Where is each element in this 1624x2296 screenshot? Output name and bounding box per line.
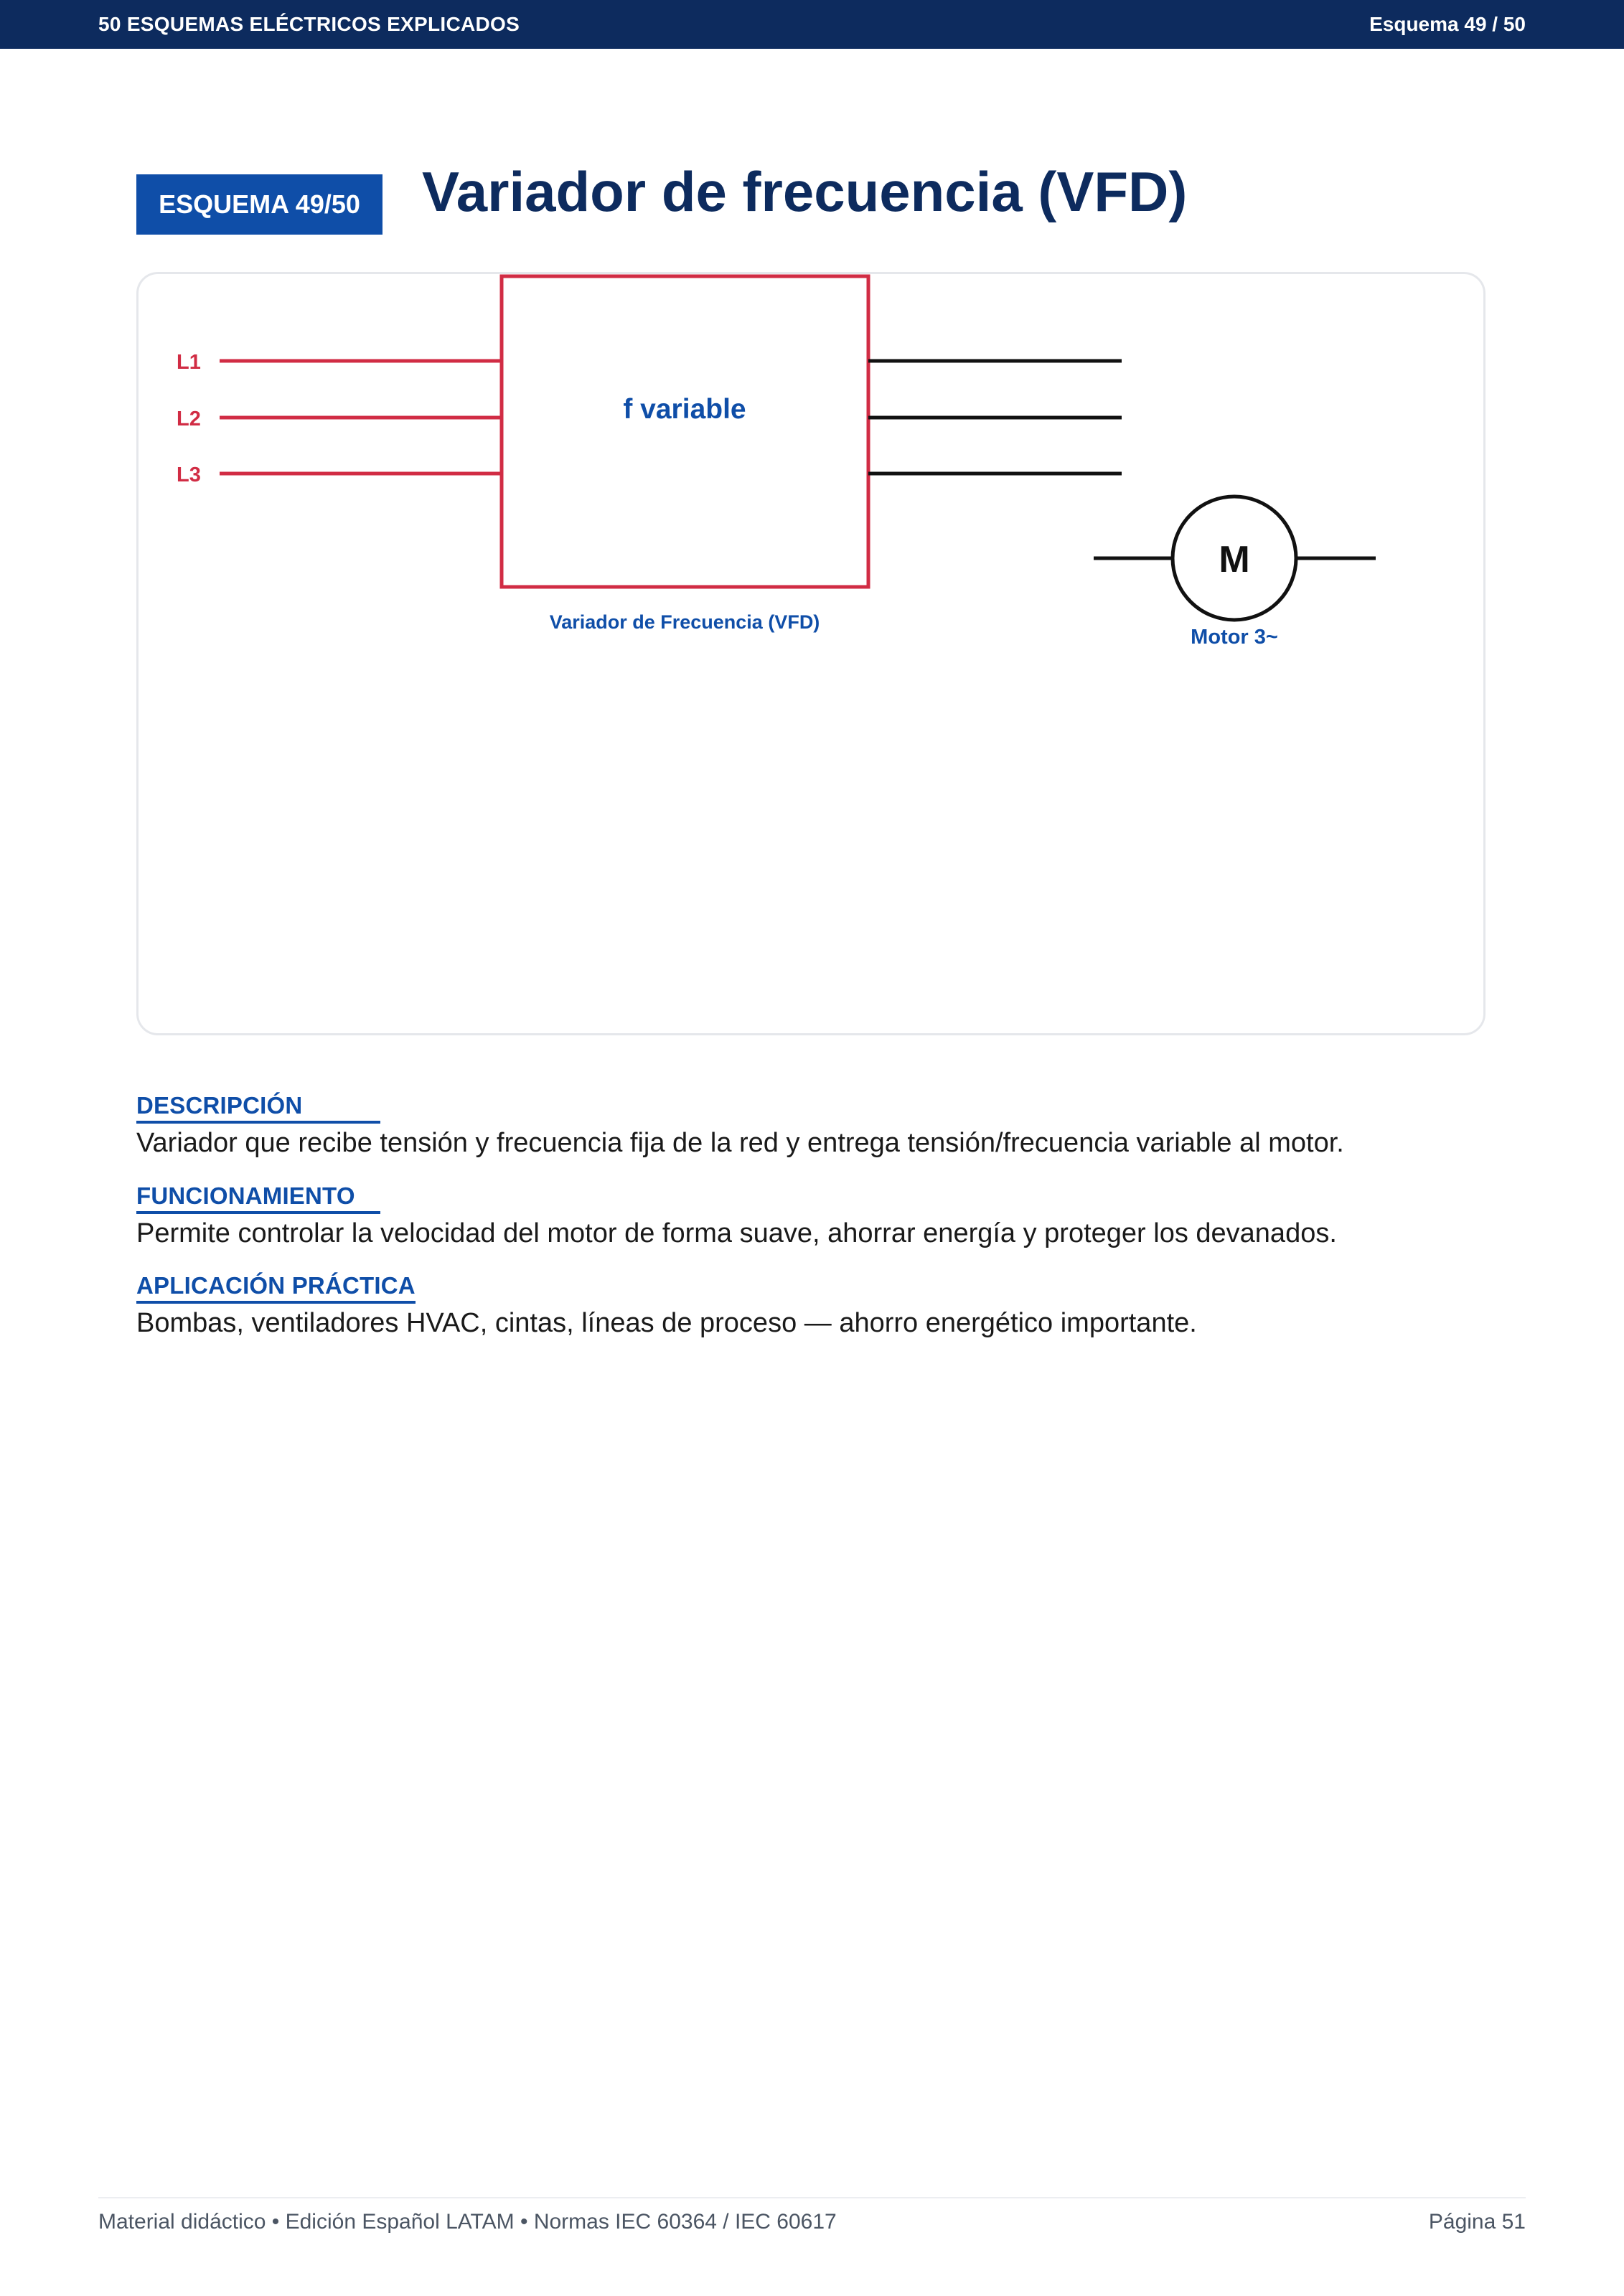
- application-section: [136, 1272, 1197, 1339]
- vfd-caption: Variador de Frecuencia (VFD): [549, 611, 820, 633]
- page-title: Variador de frecuencia (VFD): [422, 160, 1188, 223]
- operation-section: [136, 1182, 1337, 1249]
- vfd-inner-label: f variable: [623, 394, 746, 425]
- vfd-diagram: [0, 0, 1624, 1076]
- book-title: 50 ESQUEMAS ELÉCTRICOS EXPLICADOS: [98, 13, 520, 35]
- footer-divider: [98, 2197, 1526, 2198]
- page-number: Página 51: [1428, 2210, 1526, 2234]
- operation-text: Permite controlar la velocidad del motor de forma suave, ahorrar energía y proteger los devanados.: [136, 1218, 1337, 1248]
- vfd-box: [502, 276, 868, 587]
- operation-heading: FUNCIONAMIENTO: [136, 1182, 380, 1214]
- description-heading: DESCRIPCIÓN: [136, 1092, 380, 1124]
- scheme-counter: Esquema 49 / 50: [1369, 13, 1526, 35]
- scheme-badge: ESQUEMA 49/50: [136, 174, 382, 235]
- line-label-l3: L3: [177, 464, 201, 486]
- motor-caption: Motor 3~: [1191, 626, 1278, 649]
- application-heading: APLICACIÓN PRÁCTICA: [136, 1272, 416, 1304]
- footer-credits: Material didáctico • Edición Español LATAM • Normas IEC 60364 / IEC 60617: [98, 2210, 837, 2234]
- motor-symbol-letter: M: [1219, 539, 1250, 580]
- line-label-l2: L2: [177, 408, 201, 430]
- description-text: Variador que recibe tensión y frecuencia fija de la red y entrega tensión/frecuencia variable al motor.: [136, 1128, 1344, 1158]
- description-section: [136, 1092, 1344, 1159]
- application-text: Bombas, ventiladores HVAC, cintas, líneas de proceso — ahorro energético importante.: [136, 1308, 1197, 1338]
- line-label-l1: L1: [177, 351, 201, 374]
